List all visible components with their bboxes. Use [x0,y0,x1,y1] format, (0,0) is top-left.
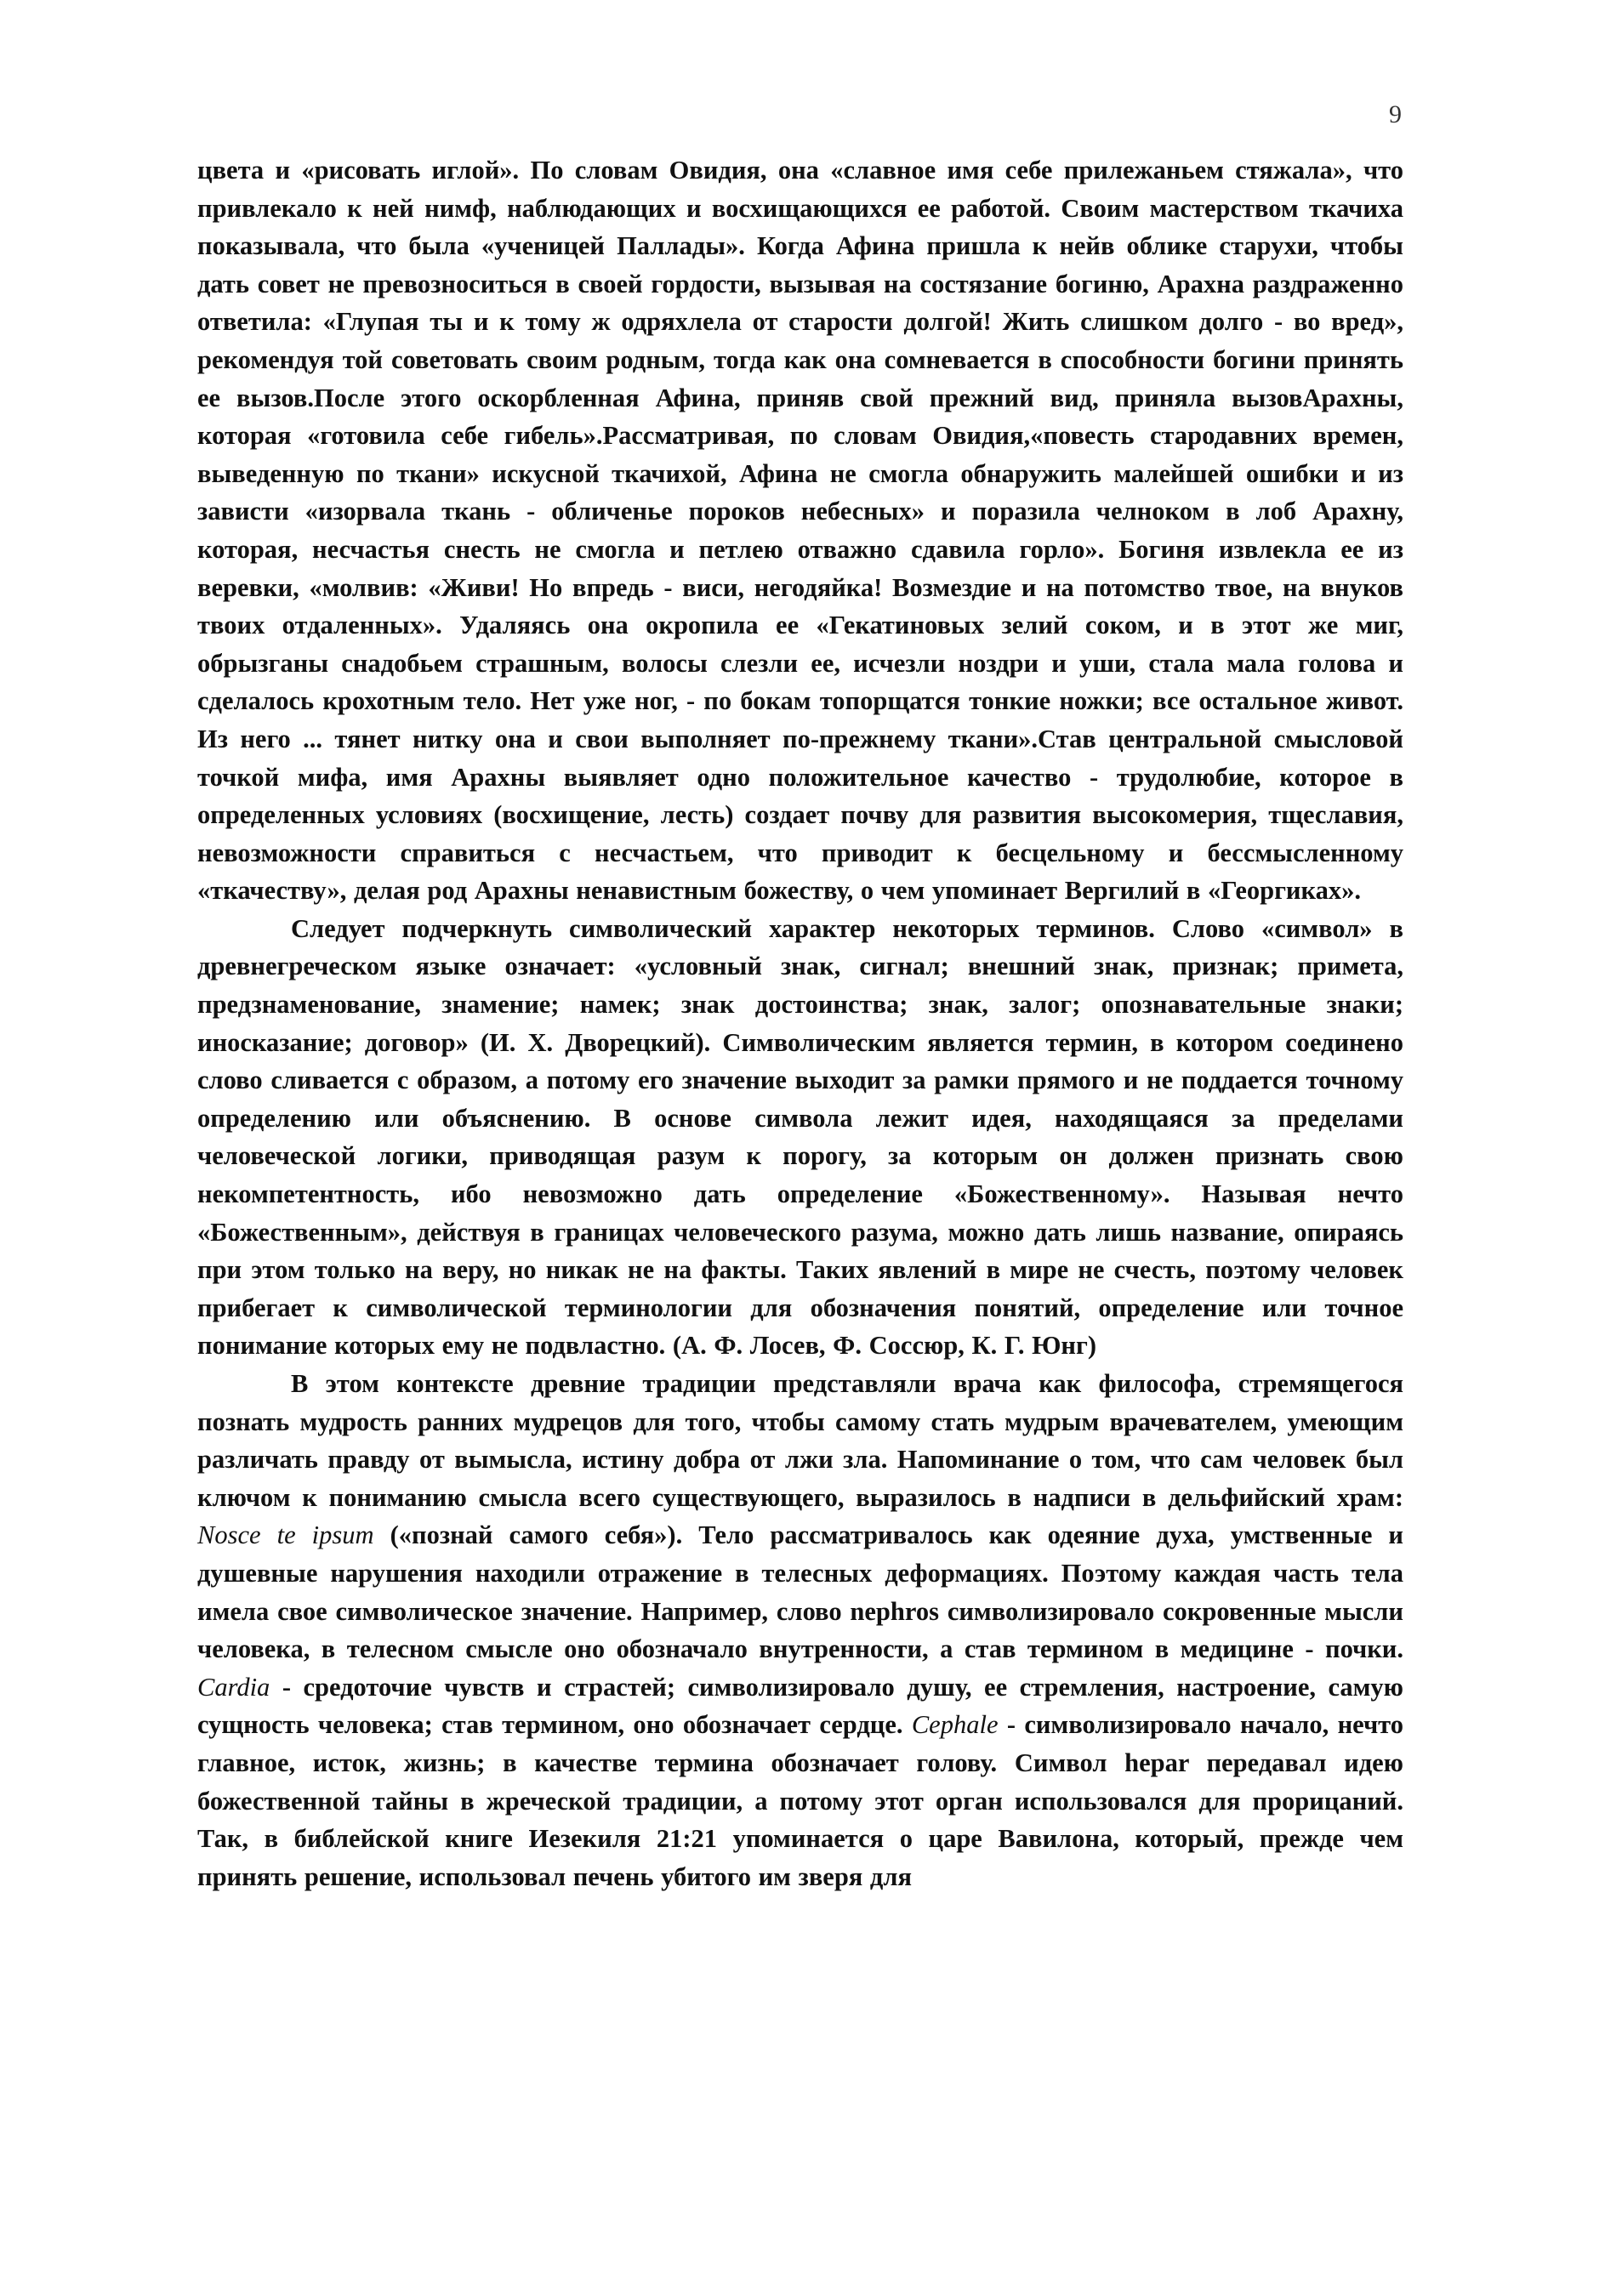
text-run: - символизировало начало, нечто главное, исток, жизнь; в качестве термина обозначает голову. Символ hepar передавал идею божественной тайны в жреческой традиции, а потому этот орган использовался для прорицаний. Так, в библейской книге Иезекиля 21:21 упоминается о царе Вавилона, который, прежде чем принять решение, использовал печень убитого им зверя для [197,1710,1403,1891]
text-run: Следует подчеркнуть символический характер некоторых терминов. Слово «символ» в древнегреческом языке означает: «условный знак, сигнал; внешний знак, признак; примета, предзнаменование, знамение; намек; знак достоинства; знак, залог; опознавательные знаки; иносказание; договор» (И. Х. Дворецкий). Символическим является термин, в котором соединено слово сливается с образом, а потому его значение выходит за рамки прямого и не поддается точному определению или объяснению. В основе символа лежит идея, находящаяся за пределами человеческой логики, приводящая разум к порогу, за которым он должен признать свою некомпетентность, ибо невозможно дать определение «Божественному». Называя нечто «Божественным», действуя в границах человеческого разума, можно дать лишь название, опираясь при этом только на веру, но никак не на факты. Таких явлений в мире не счесть, поэтому человек прибегает к символической терминологии для обозначения понятий, определение или точное понимание которых ему не подвластно. (А. Ф. Лосев, Ф. Соссюр, К. Г. Юнг) [197,913,1403,1361]
document-body [197,151,1403,1895]
page-number: 9 [1389,100,1402,128]
text-run: - средоточие чувств и страстей; символизировало душу, ее стремления, настроение, самую сущность человека; став термином, оно обозначает сердце. [197,1672,1403,1740]
paragraph [197,151,1403,910]
paragraph [197,910,1403,1365]
paragraph [197,1365,1403,1895]
text-run: цвета и «рисовать иглой». По словам Овидия, она «славное имя себе прилежаньем стяжала», что привлекало к ней нимф, наблюдающих и восхищающихся ее работой. Своим мастерством ткачиха показывала, что была «ученицей Паллады». Когда Афина пришла к нейв облике старухи, чтобы дать совет не превозноситься в своей гордости, вызывая на состязание богиню, Арахна раздраженно ответила: «Глупая ты и к тому ж одряхлела от старости долгой! Жить слишком долго - во вред», рекомендуя той советовать своим родным, тогда как она сомневается в способности богини принять ее вызов.После этого оскорбленная Афина, приняв свой прежний вид, приняла вызовАрахны, которая «готовила себе гибель».Рассматривая, по словам Овидия,«повесть стародавних времен, выведенную по ткани» искусной ткачихой, Афина не смогла обнаружить малейшей ошибки и из зависти «изорвала ткань - обличенье пороков небесных» и поразила челноком в лоб Арахну, которая, несчастья снесть не смогла и петлею отважно сдавила горло». Богиня извлекла ее из веревки, «молвив: «Живи! Но впредь - виси, негодяйка! Возмездие и на потомство твое, на внуков твоих отдаленных». Удаляясь она окропила ее «Гекатиновых зелий соком, и в этот же миг, обрызганы снадобьем страшным, волосы слезли ее, исчезли ноздри и уши, стала мала голова и сделалось крохотным тело. Нет уже ног, - по бокам топорщатся тонкие ножки; все остальное живот. Из него ... тянет нитку она и свои выполняет по-прежнему ткани».Став центральной смысловой точкой мифа, имя Арахны выявляет одно положительное качество - трудолюбие, которое в определенных условиях (восхищение, лесть) создает почву для развития высокомерия, тщеславия, невозможности справиться с несчастьем, что приводит к бесцельному и бессмысленному «ткачеству», делая род Арахны ненавистным божеству, о чем упоминает Вергилий в «Георгиках». [197,156,1403,906]
latin-term-italic: Cardia [197,1672,270,1702]
text-run: В этом контексте древние традиции представляли врача как философа, стремящегося познать мудрость ранних мудрецов для того, чтобы самому стать мудрым врачевателем, умеющим различать правду от вымысла, истину добра от лжи зла. Напоминание о том, что сам человек был ключом к пониманию смысла всего существующего, выразилось в надписи в дельфийский храм: [197,1369,1403,1512]
latin-term-italic: Nosce te ipsum [197,1520,374,1550]
latin-term-italic: Cephale [911,1710,999,1740]
text-run: («познай самого себя»). Тело рассматривалось как одеяние духа, умственные и душевные нарушения находили отражение в телесных деформациях. Поэтому каждая часть тела имела свое символическое значение. Например, слово nephros символизировало сокровенные мысли человека, в телесном смысле оно обозначало внутренности, а став термином в медицине - почки. [197,1520,1404,1664]
